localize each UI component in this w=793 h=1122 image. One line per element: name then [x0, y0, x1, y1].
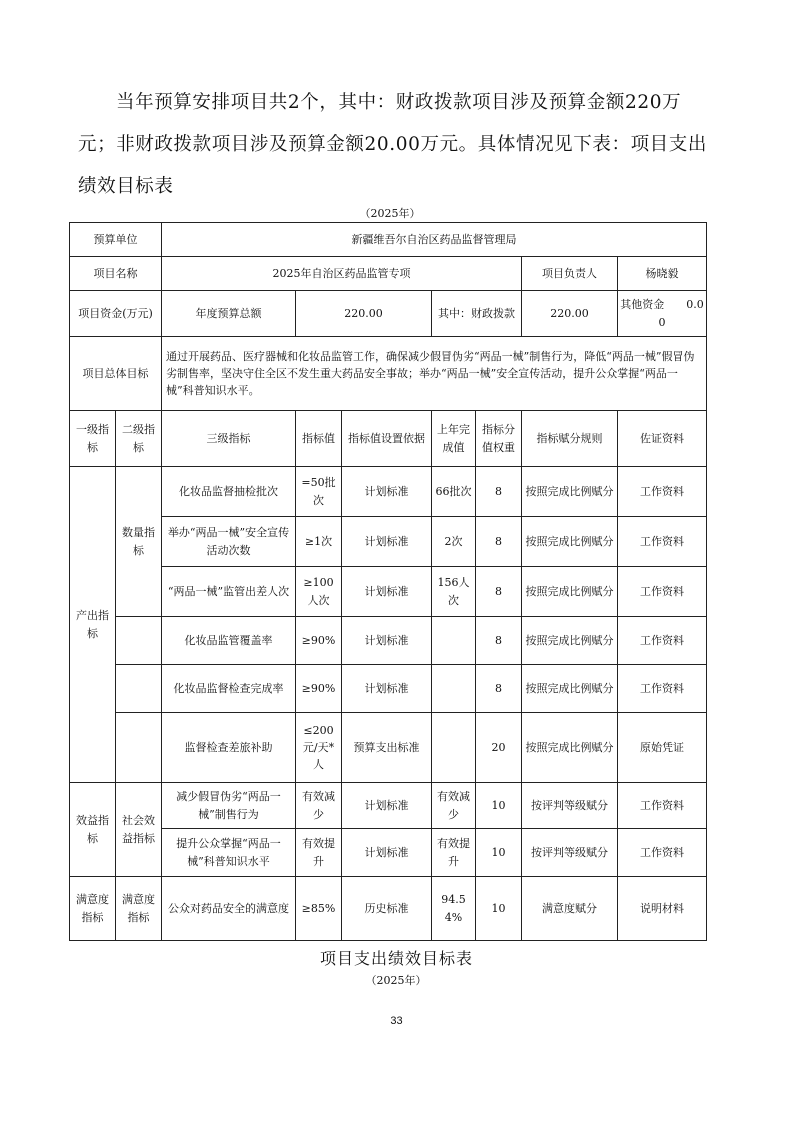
level1-benefit: 效益指标	[70, 783, 116, 877]
annual-budget-label: 年度预算总额	[162, 291, 296, 337]
evidence-cell: 原始凭证	[618, 713, 707, 783]
level1-output: 产出指标	[70, 467, 116, 783]
prev-cell: 156人次	[432, 567, 476, 617]
unit-row	[70, 223, 707, 257]
table-row	[70, 567, 707, 617]
basis-cell: 历史标准	[342, 877, 432, 941]
prev-cell	[432, 617, 476, 665]
level2-empty	[116, 713, 162, 783]
header-basis: 指标值设置依据	[342, 411, 432, 467]
project-name-row	[70, 257, 707, 291]
level3-cell: 化妆品监督检查完成率	[162, 665, 296, 713]
level3-cell: 化妆品监管覆盖率	[162, 617, 296, 665]
funds-row	[70, 291, 707, 337]
value-cell: ≥1次	[296, 517, 342, 567]
prev-cell: 2次	[432, 517, 476, 567]
value-cell: =50批次	[296, 467, 342, 517]
table-row	[70, 665, 707, 713]
header-level2: 二级指标	[116, 411, 162, 467]
weight-cell: 20	[476, 713, 522, 783]
table-row	[70, 517, 707, 567]
level3-cell: 监督检查差旅补助	[162, 713, 296, 783]
evidence-cell: 工作资料	[618, 467, 707, 517]
header-level1: 一级指标	[70, 411, 116, 467]
value-cell: ≥100人次	[296, 567, 342, 617]
table-row	[70, 783, 707, 829]
funds-label: 项目资金(万元)	[70, 291, 162, 337]
level2-empty	[116, 617, 162, 665]
weight-cell: 8	[476, 467, 522, 517]
goal-row	[70, 337, 707, 411]
table-row	[70, 467, 707, 517]
weight-cell: 10	[476, 783, 522, 829]
level2-social: 社会效益指标	[116, 783, 162, 877]
intro-paragraph	[78, 82, 718, 208]
level3-cell: “两品一械”监管出差人次	[162, 567, 296, 617]
basis-cell: 计划标准	[342, 517, 432, 567]
basis-cell: 计划标准	[342, 783, 432, 829]
header-weight: 指标分值权重	[476, 411, 522, 467]
annual-budget-value: 220.00	[296, 291, 432, 337]
header-level3: 三级指标	[162, 411, 296, 467]
basis-cell: 预算支出标准	[342, 713, 432, 783]
responsible-label: 项目负责人	[522, 257, 618, 291]
weight-cell: 10	[476, 829, 522, 877]
rule-cell: 按照完成比例赋分	[522, 713, 618, 783]
level3-cell: 减少假冒伪劣“两品一械”制售行为	[162, 783, 296, 829]
unit-value: 新疆维吾尔自治区药品监督管理局	[162, 223, 707, 257]
performance-table	[69, 222, 707, 941]
value-cell: ≥90%	[296, 665, 342, 713]
other-funds-value: 其他资金 0.00	[618, 291, 707, 337]
level3-cell: 化妆品监督抽检批次	[162, 467, 296, 517]
value-cell: ≤200元/天*人	[296, 713, 342, 783]
table-row	[70, 829, 707, 877]
evidence-cell: 工作资料	[618, 665, 707, 713]
prev-cell	[432, 665, 476, 713]
responsible-value: 杨晓毅	[618, 257, 707, 291]
basis-cell: 计划标准	[342, 829, 432, 877]
prev-cell: 有效提升	[432, 829, 476, 877]
rule-cell: 按照完成比例赋分	[522, 617, 618, 665]
basis-cell: 计划标准	[342, 567, 432, 617]
rule-cell: 按照完成比例赋分	[522, 467, 618, 517]
page-number: 33	[390, 1015, 403, 1027]
prev-cell	[432, 713, 476, 783]
table-row	[70, 617, 707, 665]
level1-satisfaction: 满意度指标	[70, 877, 116, 941]
value-cell: 有效减少	[296, 783, 342, 829]
fiscal-value: 220.00	[522, 291, 618, 337]
level2-empty	[116, 665, 162, 713]
weight-cell: 8	[476, 567, 522, 617]
value-cell: 有效提升	[296, 829, 342, 877]
level3-cell: 公众对药品安全的满意度	[162, 877, 296, 941]
other-funds-label: 其他资金	[620, 298, 665, 312]
evidence-cell: 工作资料	[618, 783, 707, 829]
level2-satisfaction: 满意度指标	[116, 877, 162, 941]
weight-cell: 8	[476, 517, 522, 567]
header-prev: 上年完成值	[432, 411, 476, 467]
prev-cell: 有效减少	[432, 783, 476, 829]
prev-cell: 94.54%	[432, 877, 476, 941]
value-cell: ≥90%	[296, 617, 342, 665]
bottom-year-label: （2025年）	[365, 974, 427, 987]
header-evidence: 佐证资料	[618, 411, 707, 467]
header-row	[70, 411, 707, 467]
prev-cell: 66批次	[432, 467, 476, 517]
intro-text: 当年预算安排项目共2个，其中：财政拨款项目涉及预算金额220万元；非财政拨款项目涉及预算金额20.00万元。具体情况见下表：项目支出绩效目标表	[78, 92, 707, 197]
weight-cell: 10	[476, 877, 522, 941]
basis-cell: 计划标准	[342, 467, 432, 517]
table-row	[70, 877, 707, 941]
fiscal-label: 其中：财政拨款	[432, 291, 522, 337]
table-row	[70, 713, 707, 783]
unit-label: 预算单位	[70, 223, 162, 257]
rule-cell: 按评判等级赋分	[522, 783, 618, 829]
evidence-cell: 工作资料	[618, 567, 707, 617]
bottom-table-title: 项目支出绩效目标表	[319, 949, 473, 968]
project-name-label: 项目名称	[70, 257, 162, 291]
goal-text: 通过开展药品、医疗器械和化妆品监管工作，确保减少假冒伪劣“两品一械”制售行为，降低“两品一械”假冒伪劣制售率，坚决守住全区不发生重大药品安全事故；举办“两品一械”安全宣传活动，提升公众掌握“两品一械”科普知识水平。	[162, 337, 707, 411]
rule-cell: 按照完成比例赋分	[522, 517, 618, 567]
rule-cell: 满意度赋分	[522, 877, 618, 941]
level3-cell: 提升公众掌握“两品一械”科普知识水平	[162, 829, 296, 877]
goal-label: 项目总体目标	[70, 337, 162, 411]
rule-cell: 按评判等级赋分	[522, 829, 618, 877]
table-year-label: （2025年）	[359, 207, 421, 220]
header-rule: 指标赋分规则	[522, 411, 618, 467]
evidence-cell: 工作资料	[618, 617, 707, 665]
weight-cell: 8	[476, 665, 522, 713]
basis-cell: 计划标准	[342, 665, 432, 713]
level3-cell: 举办“两品一械”安全宣传活动次数	[162, 517, 296, 567]
level2-quantity: 数量指标	[116, 467, 162, 617]
weight-cell: 8	[476, 617, 522, 665]
rule-cell: 按照完成比例赋分	[522, 567, 618, 617]
project-name-value: 2025年自治区药品监管专项	[162, 257, 522, 291]
evidence-cell: 工作资料	[618, 517, 707, 567]
value-cell: ≥85%	[296, 877, 342, 941]
rule-cell: 按照完成比例赋分	[522, 665, 618, 713]
header-value: 指标值	[296, 411, 342, 467]
evidence-cell: 说明材料	[618, 877, 707, 941]
basis-cell: 计划标准	[342, 617, 432, 665]
evidence-cell: 工作资料	[618, 829, 707, 877]
